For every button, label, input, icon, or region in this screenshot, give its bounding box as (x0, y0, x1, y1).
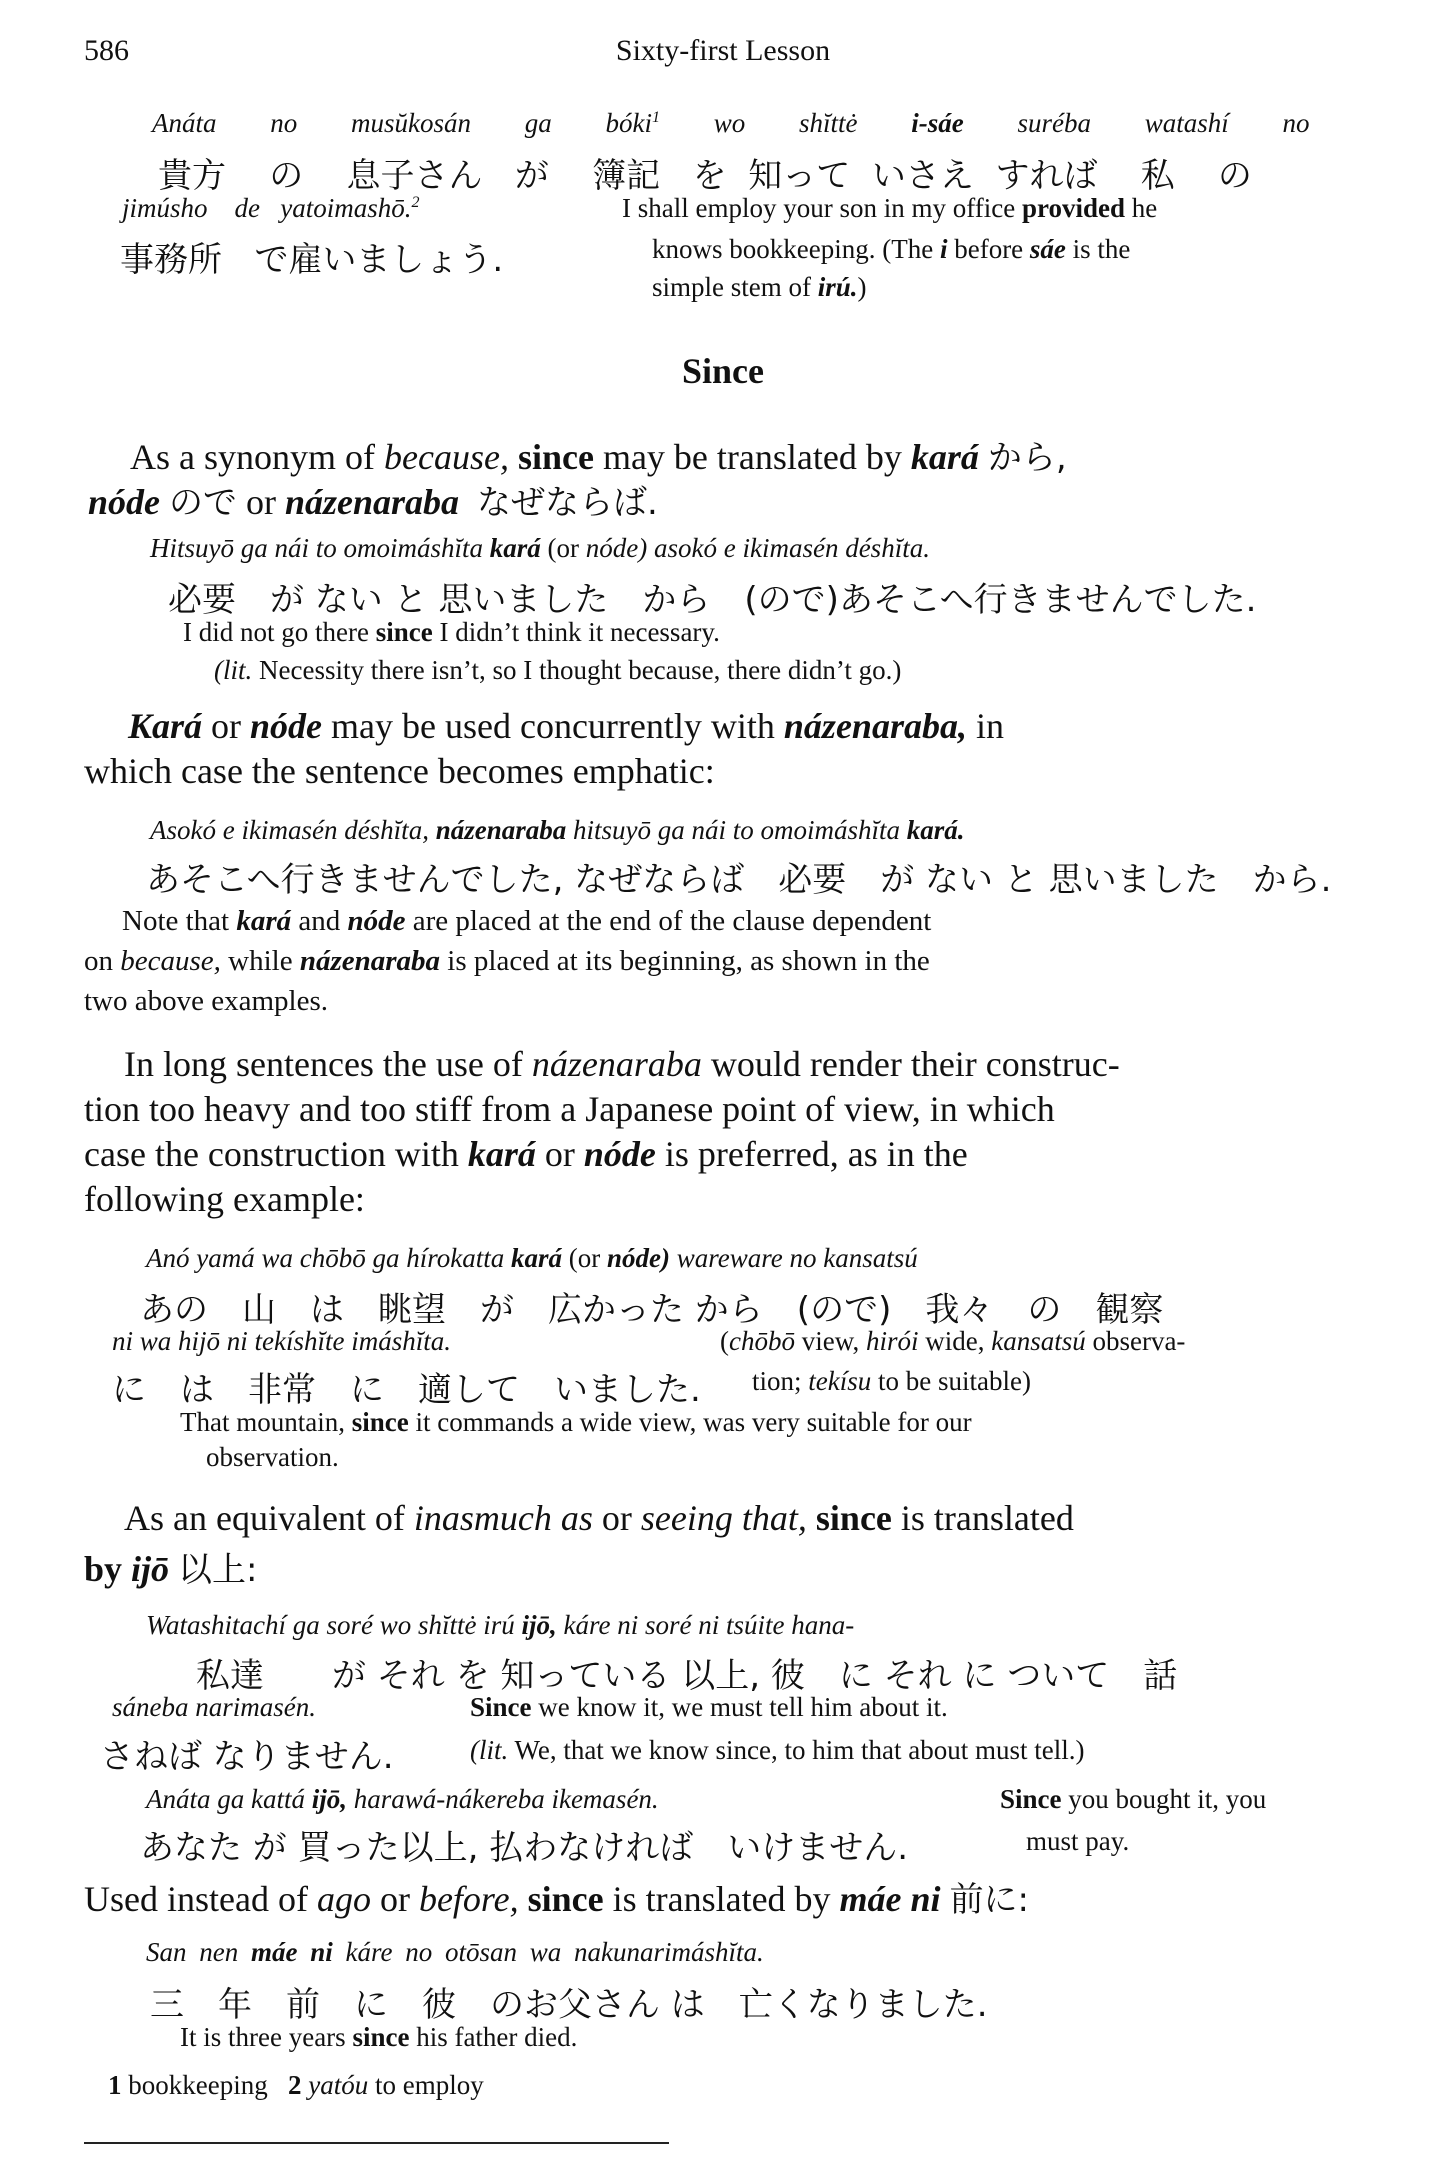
paragraph-line: tion too heavy and too stiff from a Japanese point of view, in which (84, 1089, 1055, 1129)
romaji-text: káre ni soré ni tsúite hana- (563, 1610, 855, 1640)
text: or (246, 482, 276, 522)
romaji-text: Hitsuyō ga nái to omoimáshĭta (150, 533, 484, 563)
paragraph-line (88, 475, 658, 524)
keyword: nóde (347, 905, 406, 937)
text: is preferred, as in the (664, 1134, 968, 1174)
japanese-line: 私達 が それ を 知っている 以上, 彼 に それ に ついて 話 (196, 1656, 1178, 1696)
keyword: i (939, 234, 948, 264)
paragraph-line (128, 705, 1004, 747)
japanese-word: から, (987, 438, 1067, 478)
japanese-word: 私 (1140, 156, 1175, 196)
translation-text: his father died. (416, 2022, 578, 2052)
gloss-text: wide, (925, 1326, 985, 1356)
gloss-text: view, (801, 1326, 860, 1356)
paragraph-line (124, 1043, 1120, 1085)
japanese-line: あそこへ行きませんでした, なぜならば 必要 が ない と 思いました から. (146, 860, 1332, 900)
translation-line (622, 193, 1157, 224)
romaji-word: no (1282, 108, 1310, 138)
text: would render their construc- (710, 1044, 1120, 1084)
text: or (211, 706, 242, 746)
romaji-text: asokó e ikimasén déshĭta. (654, 533, 930, 563)
text: As a synonym of (130, 437, 375, 477)
romaji-word: no (270, 108, 298, 138)
text: or (379, 1879, 410, 1919)
paragraph-line: which case the sentence becomes emphatic: (84, 751, 715, 791)
paragraph-line (122, 905, 931, 938)
japanese-line: あなた が 買った以上, 払わなければ いけません. (140, 1828, 909, 1868)
gloss-line (720, 1326, 1185, 1357)
keyword: since (352, 2022, 410, 2052)
translation-text: before (954, 234, 1024, 264)
romaji-word: shĭttė (799, 108, 858, 138)
translation-text: I shall employ your son in my office (622, 193, 1016, 223)
japanese-word: 前に: (949, 1880, 1030, 1920)
keyword: nóde (250, 706, 323, 746)
translation-line: observation. (206, 1442, 339, 1472)
japanese-line (158, 148, 1252, 197)
gloss-text: hirói (865, 1326, 919, 1356)
japanese-word: の (1217, 156, 1252, 196)
japanese-word: ので (169, 483, 237, 523)
japanese-word: で雇いましょう. (254, 240, 504, 280)
text: Used instead of (84, 1879, 308, 1919)
text: because, (120, 945, 221, 977)
paragraph-line: following example: (84, 1179, 365, 1219)
translation-text: it commands a wide view, was very suitable for our (415, 1407, 972, 1437)
romaji-text: káre no otōsan wa nakunarimáshĭta. (345, 1937, 764, 1967)
text: and (298, 905, 341, 937)
keyword: názenaraba (299, 945, 441, 977)
romaji-line (146, 1243, 918, 1274)
romaji-word: Anáta (152, 108, 217, 138)
japanese-line: に は 非常 に 適して いました. (112, 1370, 701, 1410)
paragraph-line: two above examples. (84, 985, 329, 1017)
keyword: názenaraba (285, 482, 460, 522)
romaji-line (150, 533, 930, 564)
translation-text: Necessity there isn’t, so I thought because, there didn’t go.) (259, 655, 902, 685)
keyword: Kará (128, 706, 203, 746)
keyword: máe ni (839, 1879, 941, 1919)
translation-text: We, that we know since, to him that about must tell.) (514, 1735, 1085, 1765)
romaji-text: wareware no kansatsú (676, 1243, 918, 1273)
paragraph-line (84, 1133, 968, 1175)
japanese-line (120, 232, 503, 281)
running-header (84, 34, 1362, 74)
japanese-line: さねば なりません. (100, 1737, 394, 1777)
text: seeing that, (640, 1498, 807, 1538)
translation-text: simple stem of (652, 272, 811, 302)
romaji-keyword: kará (510, 1243, 562, 1273)
paragraph-line (84, 945, 930, 978)
japanese-word: 簿記 (592, 156, 661, 196)
romaji-keyword: názenaraba (435, 815, 567, 845)
romaji-keyword: ijō, (521, 1610, 557, 1640)
text: ago (316, 1879, 371, 1919)
footnote-text: bookkeeping (128, 2070, 268, 2100)
japanese-line: 三 年 前 に 彼 のお父さん は 亡くなりました. (150, 1985, 988, 2025)
text: on (84, 945, 113, 977)
romaji-line (146, 1937, 764, 1968)
translation-text: ) (857, 272, 867, 302)
translation-line: must pay. (1026, 1826, 1130, 1856)
text: As an equivalent of (124, 1498, 405, 1538)
romaji-keyword: nóde) (606, 1243, 670, 1273)
romaji-text: San nen (146, 1937, 239, 1967)
romaji-line (146, 1784, 659, 1815)
translation-text: we know it, we must tell him about it. (538, 1692, 948, 1722)
romaji-word: watashí (1144, 108, 1229, 138)
text: Note that (122, 905, 230, 937)
gloss-text: kansatsú (991, 1326, 1086, 1356)
keyword: since (527, 1879, 604, 1919)
translation-line (652, 234, 1130, 265)
japanese-word: いさえ (871, 156, 974, 196)
romaji-line (146, 1610, 854, 1641)
translation-text: (lit. (470, 1735, 509, 1765)
translation-line (470, 1735, 1084, 1766)
romaji-keyword: kará (489, 533, 541, 563)
text: or (601, 1498, 632, 1538)
section-heading: Since (681, 351, 764, 391)
keyword: irú. (817, 272, 858, 302)
text: because, (384, 437, 509, 477)
japanese-word: 以上: (178, 1550, 258, 1590)
paragraph-line (124, 1497, 1074, 1539)
translation-text: That mountain, (180, 1407, 345, 1437)
text: while (228, 945, 293, 977)
translation-text: is the (1072, 234, 1131, 264)
japanese-word: が (514, 156, 549, 196)
romaji-word: musŭkosán (351, 108, 471, 138)
romaji-text: Anó yamá wa chōbō ga hírokatta (146, 1243, 505, 1273)
romaji-keyword: i-sáe (911, 108, 964, 138)
keyword: názenaraba, (783, 706, 967, 746)
translation-line (180, 2022, 577, 2053)
keyword: ijō (131, 1549, 170, 1589)
romaji-text: Watashitachí ga soré wo shĭttė irú (146, 1610, 515, 1640)
romaji-text: nóde) (585, 533, 648, 563)
romaji-word: yatoimashō. (280, 193, 412, 223)
footnotes (108, 2070, 484, 2101)
keyword: Since (470, 1692, 532, 1722)
romaji-word: jimúsho (122, 193, 208, 223)
japanese-word: 息子さん (346, 156, 483, 196)
romaji-text: harawá-nákereba ikemasén. (353, 1784, 659, 1814)
japanese-line: 必要 が ない と 思いました から (ので)あそこへ行きませんでした. (168, 580, 1257, 620)
romaji-text: (or (568, 1243, 601, 1273)
romaji-line (122, 193, 420, 224)
romaji-word: de (234, 193, 260, 223)
translation-text: I did not go there (183, 617, 369, 647)
translation-line (1000, 1784, 1266, 1815)
text: may be translated by (602, 437, 902, 477)
keyword: since (351, 1407, 409, 1437)
translation-line (214, 655, 901, 686)
text: is translated by (612, 1879, 831, 1919)
keyword: Since (1000, 1784, 1062, 1814)
page-number: 586 (84, 34, 129, 67)
translation-text: you bought it, you (1068, 1784, 1267, 1814)
text: by (84, 1549, 123, 1589)
gloss-line (752, 1366, 1031, 1397)
romaji-line: sáneba narimasén. (112, 1692, 316, 1722)
footnote-text: to employ (374, 2070, 484, 2100)
keyword: kará (910, 437, 979, 477)
japanese-word: なぜならば. (477, 483, 658, 523)
keyword: sáe (1029, 234, 1066, 264)
footnote-ref: 2 (411, 194, 420, 211)
japanese-word: すれば (995, 156, 1098, 196)
romaji-line (152, 108, 1310, 139)
translation-line (470, 1692, 948, 1723)
running-title: Sixty-first Lesson (615, 34, 831, 67)
footnote-ref: 1 (652, 109, 660, 126)
translation-line (183, 617, 720, 648)
gloss-text: chōbō (729, 1326, 795, 1356)
text: or (544, 1134, 575, 1174)
keyword: since (375, 617, 433, 647)
romaji-keyword: ijō, (311, 1784, 347, 1814)
footnote-text: yatóu (308, 2070, 369, 2100)
keyword: provided (1021, 193, 1125, 223)
romaji-keyword: máe ni (250, 1937, 333, 1967)
paragraph-line (130, 430, 1067, 479)
romaji-word: bóki (605, 108, 652, 138)
keyword: kará (467, 1134, 536, 1174)
romaji-word: wo (713, 108, 746, 138)
japanese-line: あの 山 は 眺望 が 広かった から (ので) 我々 の 観察 (140, 1290, 1164, 1330)
text: inasmuch as (413, 1498, 593, 1538)
paragraph-line (84, 1872, 1029, 1921)
romaji-keyword: kará. (906, 815, 965, 845)
keyword: since (517, 437, 594, 477)
romaji-word: suréba (1017, 108, 1091, 138)
japanese-word: の (269, 156, 304, 196)
text: in (975, 706, 1004, 746)
keyword: since (815, 1498, 892, 1538)
keyword: nóde (88, 482, 160, 522)
text: may be used concurrently with (331, 706, 775, 746)
translation-text: It is three years (180, 2022, 346, 2052)
paragraph-line (84, 1542, 258, 1591)
text: In long sentences the use of (124, 1044, 523, 1084)
text: are placed at the end of the clause dependent (412, 905, 932, 937)
footnote-number: 1 (108, 2070, 122, 2100)
romaji-text: Asokó e ikimasén déshĭta, (150, 815, 429, 845)
japanese-word: 知って (748, 156, 851, 196)
romaji-text: (or (547, 533, 580, 563)
romaji-text: Anáta ga kattá (146, 1784, 305, 1814)
gloss-text: tekísu (808, 1366, 872, 1396)
japanese-word: 事務所 (120, 240, 222, 280)
japanese-word: 貴方 (158, 156, 226, 196)
footnote-rule (84, 2142, 669, 2144)
japanese-word: を (692, 156, 727, 196)
translation-text: knows bookkeeping. (The (652, 234, 934, 264)
text: názenaraba (531, 1044, 702, 1084)
keyword: kará (236, 905, 292, 937)
text: case the construction with (84, 1134, 459, 1174)
gloss-text: observa- (1092, 1326, 1186, 1356)
gloss-text: to be suitable) (878, 1366, 1031, 1396)
romaji-text: hitsuyō ga nái to omoimáshĭta (572, 815, 900, 845)
text: is translated (900, 1498, 1074, 1538)
romaji-line (150, 815, 965, 846)
translation-line (652, 272, 867, 303)
translation-line (180, 1407, 972, 1438)
gloss-text: ( (720, 1326, 729, 1356)
romaji-line: ni wa hijō ni tekíshĭte imáshĭta. (112, 1326, 451, 1356)
footnote-number: 2 (287, 2070, 302, 2100)
keyword: nóde (583, 1134, 656, 1174)
text: is placed at its beginning, as shown in the (447, 945, 930, 977)
translation-text: he (1131, 193, 1158, 223)
translation-text: (lit. (214, 655, 253, 685)
gloss-text: tion; (752, 1366, 802, 1396)
text: before, (418, 1879, 519, 1919)
translation-text: I didn’t think it necessary. (439, 617, 720, 647)
romaji-word: ga (524, 108, 552, 138)
